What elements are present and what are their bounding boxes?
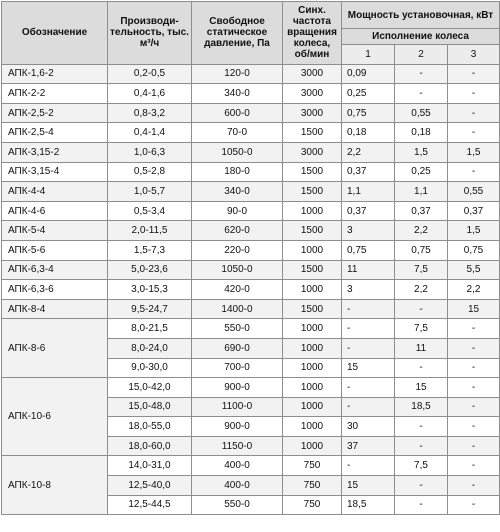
cell-power-v3: - bbox=[448, 123, 500, 143]
cell-power-v1: 15 bbox=[342, 358, 395, 378]
cell-model: АПК-3,15-4 bbox=[2, 162, 108, 182]
cell-capacity: 5,0-23,6 bbox=[108, 260, 192, 280]
table-row bbox=[2, 103, 500, 123]
cell-speed: 1000 bbox=[283, 397, 342, 417]
cell-power-v3: 15 bbox=[448, 299, 500, 319]
cell-pressure: 620-0 bbox=[192, 221, 283, 241]
cell-power-v2: 2,2 bbox=[395, 280, 448, 300]
fan-specs-table bbox=[1, 1, 500, 515]
cell-power-v2: 11 bbox=[395, 338, 448, 358]
cell-speed: 1500 bbox=[283, 162, 342, 182]
header-row-main bbox=[2, 2, 500, 29]
cell-power-v3: - bbox=[448, 64, 500, 84]
cell-pressure: 90-0 bbox=[192, 201, 283, 221]
cell-power-v1: 3 bbox=[342, 280, 395, 300]
cell-power-v1: 15 bbox=[342, 476, 395, 496]
cell-power-v1: - bbox=[342, 397, 395, 417]
col-header-power: Мощность установочная, кВт bbox=[342, 2, 500, 29]
cell-pressure: 400-0 bbox=[192, 476, 283, 496]
cell-capacity: 18,0-60,0 bbox=[108, 436, 192, 456]
cell-speed: 1000 bbox=[283, 319, 342, 339]
table-body bbox=[2, 64, 500, 515]
cell-capacity: 12,5-44,5 bbox=[108, 495, 192, 515]
cell-pressure: 1400-0 bbox=[192, 299, 283, 319]
cell-pressure: 1050-0 bbox=[192, 260, 283, 280]
cell-model: АПК-2,5-2 bbox=[2, 103, 108, 123]
cell-power-v2: - bbox=[395, 476, 448, 496]
cell-power-v3: 0,75 bbox=[448, 240, 500, 260]
cell-power-v1: 18,5 bbox=[342, 495, 395, 515]
cell-pressure: 700-0 bbox=[192, 358, 283, 378]
cell-power-v1: 0,37 bbox=[342, 201, 395, 221]
cell-capacity: 18,0-55,0 bbox=[108, 417, 192, 437]
cell-speed: 3000 bbox=[283, 142, 342, 162]
table-row bbox=[2, 319, 500, 339]
cell-power-v2: - bbox=[395, 417, 448, 437]
cell-model: АПК-1,6-2 bbox=[2, 64, 108, 84]
table-row bbox=[2, 64, 500, 84]
cell-power-v3: - bbox=[448, 319, 500, 339]
cell-model: АПК-5-4 bbox=[2, 221, 108, 241]
cell-model: АПК-6,3-6 bbox=[2, 280, 108, 300]
cell-capacity: 12,5-40,0 bbox=[108, 476, 192, 496]
cell-pressure: 690-0 bbox=[192, 338, 283, 358]
col-header-speed: Синх. частота вращения колеса, об/мин bbox=[283, 2, 342, 65]
cell-capacity: 3,0-15,3 bbox=[108, 280, 192, 300]
cell-pressure: 1050-0 bbox=[192, 142, 283, 162]
cell-capacity: 14,0-31,0 bbox=[108, 456, 192, 476]
cell-model-group: АПК-8-6 bbox=[2, 319, 108, 378]
cell-capacity: 1,0-5,7 bbox=[108, 182, 192, 202]
cell-power-v1: - bbox=[342, 338, 395, 358]
table-row bbox=[2, 240, 500, 260]
col-header-version-1: 1 bbox=[342, 45, 395, 65]
cell-capacity: 15,0-48,0 bbox=[108, 397, 192, 417]
cell-pressure: 420-0 bbox=[192, 280, 283, 300]
cell-speed: 1000 bbox=[283, 378, 342, 398]
cell-speed: 1000 bbox=[283, 280, 342, 300]
cell-capacity: 9,0-30,0 bbox=[108, 358, 192, 378]
cell-pressure: 1150-0 bbox=[192, 436, 283, 456]
cell-power-v2: - bbox=[395, 495, 448, 515]
cell-capacity: 1,0-6,3 bbox=[108, 142, 192, 162]
col-header-version-3: 3 bbox=[448, 45, 500, 65]
cell-power-v3: 0,37 bbox=[448, 201, 500, 221]
cell-power-v1: 0,25 bbox=[342, 84, 395, 104]
cell-speed: 1500 bbox=[283, 123, 342, 143]
cell-capacity: 0,4-1,4 bbox=[108, 123, 192, 143]
cell-power-v1: 2,2 bbox=[342, 142, 395, 162]
cell-pressure: 550-0 bbox=[192, 319, 283, 339]
cell-speed: 1500 bbox=[283, 260, 342, 280]
cell-power-v2: 7,5 bbox=[395, 456, 448, 476]
cell-speed: 1500 bbox=[283, 182, 342, 202]
cell-power-v2: 0,55 bbox=[395, 103, 448, 123]
cell-power-v3: 1,5 bbox=[448, 221, 500, 241]
table-row bbox=[2, 456, 500, 476]
cell-power-v2: - bbox=[395, 84, 448, 104]
table-row bbox=[2, 84, 500, 104]
cell-power-v3: - bbox=[448, 84, 500, 104]
cell-power-v1: - bbox=[342, 378, 395, 398]
cell-power-v3: - bbox=[448, 495, 500, 515]
cell-power-v3: - bbox=[448, 378, 500, 398]
cell-capacity: 0,8-3,2 bbox=[108, 103, 192, 123]
cell-power-v1: 11 bbox=[342, 260, 395, 280]
cell-model: АПК-3,15-2 bbox=[2, 142, 108, 162]
cell-capacity: 0,5-3,4 bbox=[108, 201, 192, 221]
cell-power-v3: - bbox=[448, 162, 500, 182]
cell-model: АПК-2,5-4 bbox=[2, 123, 108, 143]
table-row bbox=[2, 221, 500, 241]
cell-model: АПК-6,3-4 bbox=[2, 260, 108, 280]
cell-power-v2: 2,2 bbox=[395, 221, 448, 241]
cell-capacity: 0,5-2,8 bbox=[108, 162, 192, 182]
cell-power-v1: 37 bbox=[342, 436, 395, 456]
cell-speed: 1500 bbox=[283, 299, 342, 319]
cell-pressure: 900-0 bbox=[192, 378, 283, 398]
cell-model: АПК-2-2 bbox=[2, 84, 108, 104]
cell-speed: 1000 bbox=[283, 436, 342, 456]
table-row bbox=[2, 299, 500, 319]
cell-power-v2: 0,75 bbox=[395, 240, 448, 260]
cell-pressure: 900-0 bbox=[192, 417, 283, 437]
cell-power-v2: 1,5 bbox=[395, 142, 448, 162]
cell-power-v2: - bbox=[395, 436, 448, 456]
cell-power-v1: 0,75 bbox=[342, 240, 395, 260]
cell-speed: 1500 bbox=[283, 221, 342, 241]
cell-power-v1: 0,75 bbox=[342, 103, 395, 123]
cell-pressure: 120-0 bbox=[192, 64, 283, 84]
cell-power-v1: 3 bbox=[342, 221, 395, 241]
cell-pressure: 400-0 bbox=[192, 456, 283, 476]
cell-power-v3: 0,55 bbox=[448, 182, 500, 202]
cell-power-v2: 0,25 bbox=[395, 162, 448, 182]
cell-capacity: 8,0-24,0 bbox=[108, 338, 192, 358]
table-row bbox=[2, 142, 500, 162]
cell-power-v3: - bbox=[448, 103, 500, 123]
cell-power-v3: 1,5 bbox=[448, 142, 500, 162]
cell-speed: 3000 bbox=[283, 103, 342, 123]
cell-power-v2: - bbox=[395, 358, 448, 378]
cell-model-group: АПК-10-6 bbox=[2, 378, 108, 456]
cell-power-v2: - bbox=[395, 64, 448, 84]
col-header-pressure: Свободное статическое давление, Па bbox=[192, 2, 283, 65]
col-header-capacity: Производи-тельность, тыс. м³/ч bbox=[108, 2, 192, 65]
cell-model: АПК-4-4 bbox=[2, 182, 108, 202]
table-row bbox=[2, 123, 500, 143]
cell-pressure: 70-0 bbox=[192, 123, 283, 143]
cell-power-v2: 1,1 bbox=[395, 182, 448, 202]
cell-capacity: 1,5-7,3 bbox=[108, 240, 192, 260]
cell-power-v2: - bbox=[395, 299, 448, 319]
cell-speed: 1000 bbox=[283, 417, 342, 437]
cell-speed: 750 bbox=[283, 495, 342, 515]
col-header-version-2: 2 bbox=[395, 45, 448, 65]
cell-power-v1: 0,18 bbox=[342, 123, 395, 143]
cell-power-v1: 30 bbox=[342, 417, 395, 437]
cell-power-v1: 0,37 bbox=[342, 162, 395, 182]
cell-power-v3: - bbox=[448, 397, 500, 417]
table-row bbox=[2, 280, 500, 300]
cell-power-v3: - bbox=[448, 338, 500, 358]
cell-power-v1: - bbox=[342, 319, 395, 339]
cell-power-v3: - bbox=[448, 417, 500, 437]
cell-speed: 1000 bbox=[283, 338, 342, 358]
cell-power-v2: 18,5 bbox=[395, 397, 448, 417]
table-row bbox=[2, 260, 500, 280]
table-row bbox=[2, 182, 500, 202]
cell-pressure: 340-0 bbox=[192, 84, 283, 104]
cell-model: АПК-4-6 bbox=[2, 201, 108, 221]
cell-power-v1: - bbox=[342, 299, 395, 319]
col-header-designation: Обозначение bbox=[2, 2, 108, 65]
cell-power-v3: - bbox=[448, 358, 500, 378]
cell-model-group: АПК-10-8 bbox=[2, 456, 108, 515]
cell-speed: 1000 bbox=[283, 201, 342, 221]
cell-speed: 1000 bbox=[283, 240, 342, 260]
cell-speed: 1000 bbox=[283, 358, 342, 378]
cell-pressure: 180-0 bbox=[192, 162, 283, 182]
cell-pressure: 1100-0 bbox=[192, 397, 283, 417]
cell-power-v3: - bbox=[448, 476, 500, 496]
cell-power-v1: 0,09 bbox=[342, 64, 395, 84]
table-row bbox=[2, 378, 500, 398]
cell-speed: 3000 bbox=[283, 64, 342, 84]
cell-pressure: 600-0 bbox=[192, 103, 283, 123]
table-row bbox=[2, 162, 500, 182]
cell-capacity: 15,0-42,0 bbox=[108, 378, 192, 398]
cell-model: АПК-8-4 bbox=[2, 299, 108, 319]
cell-capacity: 8,0-21,5 bbox=[108, 319, 192, 339]
cell-pressure: 550-0 bbox=[192, 495, 283, 515]
cell-power-v2: 0,18 bbox=[395, 123, 448, 143]
cell-power-v2: 7,5 bbox=[395, 319, 448, 339]
cell-power-v1: - bbox=[342, 456, 395, 476]
cell-speed: 3000 bbox=[283, 84, 342, 104]
cell-power-v2: 15 bbox=[395, 378, 448, 398]
cell-power-v3: 5,5 bbox=[448, 260, 500, 280]
col-header-wheel-version: Исполнение колеса bbox=[342, 29, 500, 45]
cell-capacity: 9,5-24,7 bbox=[108, 299, 192, 319]
cell-power-v3: - bbox=[448, 436, 500, 456]
cell-speed: 750 bbox=[283, 476, 342, 496]
table-row bbox=[2, 201, 500, 221]
cell-power-v2: 7,5 bbox=[395, 260, 448, 280]
cell-power-v3: - bbox=[448, 456, 500, 476]
cell-capacity: 0,4-1,6 bbox=[108, 84, 192, 104]
cell-power-v3: 2,2 bbox=[448, 280, 500, 300]
cell-model: АПК-5-6 bbox=[2, 240, 108, 260]
cell-pressure: 340-0 bbox=[192, 182, 283, 202]
cell-power-v1: 1,1 bbox=[342, 182, 395, 202]
cell-pressure: 220-0 bbox=[192, 240, 283, 260]
cell-speed: 750 bbox=[283, 456, 342, 476]
cell-capacity: 0,2-0,5 bbox=[108, 64, 192, 84]
cell-capacity: 2,0-11,5 bbox=[108, 221, 192, 241]
cell-power-v2: 0,37 bbox=[395, 201, 448, 221]
